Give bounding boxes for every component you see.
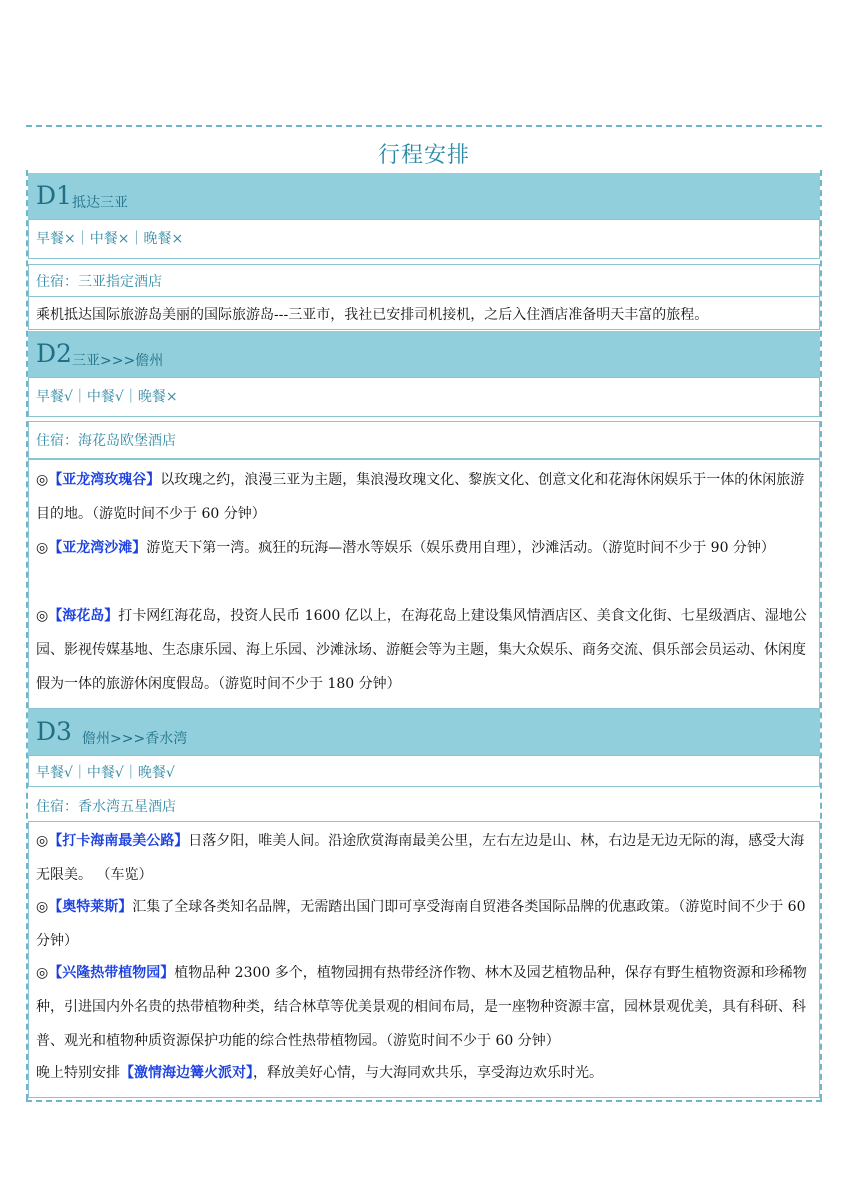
day-2-header bbox=[28, 331, 820, 377]
frame-top-border bbox=[26, 125, 822, 127]
item-bullet: ◎ bbox=[36, 965, 49, 981]
day-3-header bbox=[28, 709, 820, 755]
evening-event-name: 【激情海边篝火派对】 bbox=[120, 1065, 253, 1081]
frame-bottom-border bbox=[26, 1100, 822, 1102]
frame-right-border bbox=[820, 170, 822, 1100]
item-text: 日落夕阳，唯美人间。沿途欣赏海南最美公里，左右左边是山、林，右边是无边无际的海，感受大海无限美。 （车览） bbox=[36, 833, 805, 883]
day-1-number: D1 bbox=[36, 181, 72, 210]
day-3-number: D3 bbox=[36, 717, 72, 746]
evening-before: 晚上特别安排 bbox=[36, 1065, 120, 1081]
day-2-meals: 早餐√｜中餐√｜晚餐× bbox=[36, 389, 178, 405]
day-2-route: 三亚>>>儋州 bbox=[72, 353, 164, 369]
day-3-route: 儋州>>>香水湾 bbox=[82, 731, 188, 747]
item-name: 【打卡海南最美公路】 bbox=[48, 833, 189, 849]
day-2-item-haihua-island bbox=[36, 599, 814, 701]
day-3-item-scenic-road bbox=[36, 824, 814, 892]
item-text: 植物品种 2300 多个，植物园拥有热带经济作物、林木及园艺植物品种，保存有野生植物资源和珍稀物种，引进国内外名贵的热带植物种类，结合林草等优美景观的相间布局，是一座物种资源丰富，园林景观优美，具有科研、科普、观光和植物种质资源保护功能的综合性热带植物园。（游览时间不少于 60 分钟） bbox=[36, 965, 807, 1049]
day-1-hotel: 住宿：三亚指定酒店 bbox=[36, 274, 162, 290]
item-name: 【奥特莱斯】 bbox=[48, 899, 133, 915]
day-1-meals: 早餐×｜中餐×｜晚餐× bbox=[36, 231, 184, 247]
item-name: 【亚龙湾玫瑰谷】 bbox=[48, 472, 161, 488]
day-2-hotel: 住宿：海花岛欧堡酒店 bbox=[36, 433, 176, 449]
day-1-header bbox=[28, 173, 820, 219]
item-bullet: ◎ bbox=[36, 899, 49, 915]
evening-after: ，释放美好心情，与大海同欢共乐，享受海边欢乐时光。 bbox=[253, 1065, 603, 1081]
day-3-meals: 早餐√｜中餐√｜晚餐√ bbox=[36, 765, 175, 781]
item-name: 【兴隆热带植物园】 bbox=[48, 965, 175, 981]
page-title: 行程安排 bbox=[377, 143, 470, 168]
day-3-item-outlets bbox=[36, 890, 814, 958]
day-3-evening-event bbox=[36, 1056, 814, 1090]
item-text: 打卡网红海花岛，投资人民币 1600 亿以上，在海花岛上建设集风情酒店区、美食文化街、七星级酒店、湿地公园、影视传媒基地、生态康乐园、海上乐园、沙滩泳场、游艇会等为主题，集大众娱乐、商务交流、俱乐部会员运动、休闲度假为一体的旅游休闲度假岛。（游览时间不少于 180 分钟） bbox=[36, 608, 807, 692]
item-text: 以玫瑰之约，浪漫三亚为主题，集浪漫玫瑰文化、黎族文化、创意文化和花海休闲娱乐于一体的休闲旅游目的地。（游览时间不少于 60 分钟） bbox=[36, 472, 805, 522]
item-text: 游览天下第一湾。疯狂的玩海—潜水等娱乐（娱乐费用自理），沙滩活动。（游览时间不少于 90 分钟） bbox=[146, 540, 775, 556]
item-name: 【海花岛】 bbox=[48, 608, 119, 624]
item-bullet: ◎ bbox=[36, 540, 49, 556]
item-text: 汇集了全球各类知名品牌，无需踏出国门即可享受海南自贸港各类国际品牌的优惠政策。（游览时间不少于 60 分钟） bbox=[36, 899, 806, 949]
item-bullet: ◎ bbox=[36, 608, 49, 624]
day-3-item-botanical-garden bbox=[36, 956, 814, 1058]
item-bullet: ◎ bbox=[36, 472, 49, 488]
day-1-route: 抵达三亚 bbox=[72, 195, 128, 211]
day-2-item-rose-valley bbox=[36, 463, 814, 531]
day-2-number: D2 bbox=[36, 339, 72, 368]
item-name: 【亚龙湾沙滩】 bbox=[48, 540, 147, 556]
day-3-hotel: 住宿：香水湾五星酒店 bbox=[36, 799, 176, 815]
day-2-item-beach bbox=[36, 531, 814, 565]
day-1-description: 乘机抵达国际旅游岛美丽的国际旅游岛---三亚市，我社已安排司机接机，之后入住酒店准备明天丰富的旅程。 bbox=[36, 307, 709, 323]
item-bullet: ◎ bbox=[36, 833, 49, 849]
